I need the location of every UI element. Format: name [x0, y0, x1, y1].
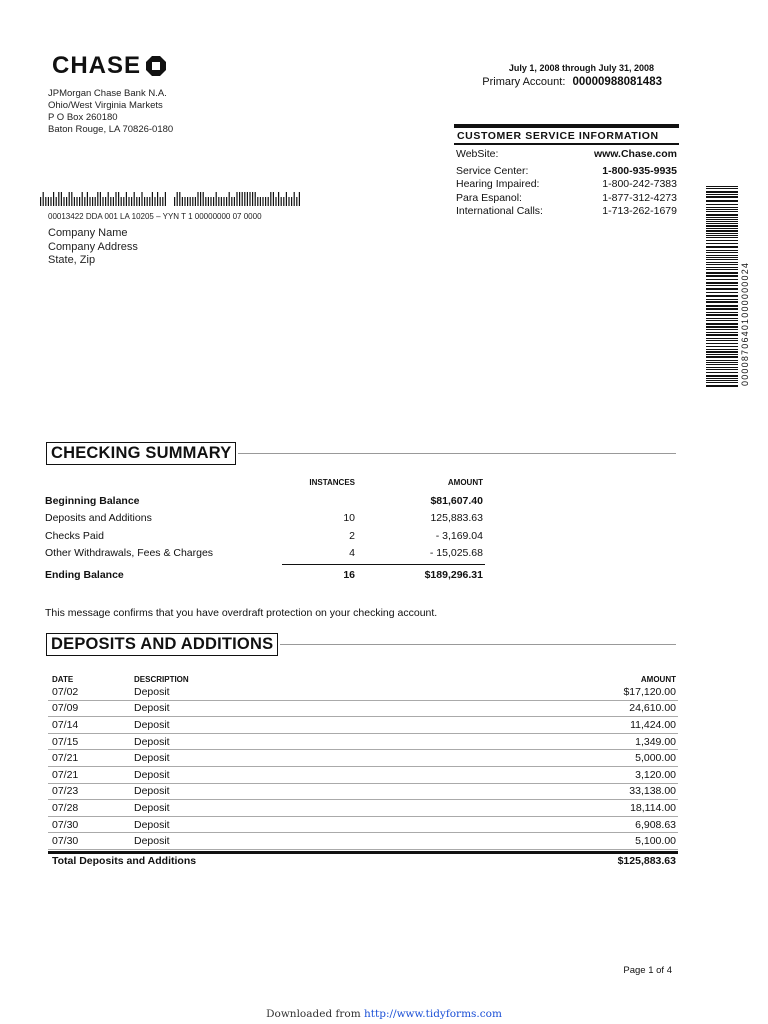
row-date: 07/30 [52, 835, 79, 848]
summary-row-deposits [45, 510, 490, 528]
postal-barcode [40, 192, 302, 213]
deposits-title: DEPOSITS AND ADDITIONS [46, 633, 278, 656]
row-amount: 18,114.00 [630, 801, 676, 814]
col-date: DATE [52, 675, 74, 684]
download-footer [0, 1008, 768, 1020]
row-description: Deposit [134, 768, 170, 781]
cs-row-para-espanol [454, 192, 679, 206]
row-amount: 24,610.00 [629, 702, 676, 715]
total-label: Total Deposits and Additions [52, 854, 197, 867]
checking-summary-title: CHECKING SUMMARY [46, 442, 236, 465]
summary-label: Deposits and Additions [45, 512, 152, 525]
deposits-rows [48, 684, 678, 850]
chase-octagon-icon [145, 55, 167, 77]
row-date: 07/15 [52, 735, 79, 748]
mailing-code: 00013422 DDA 001 LA 10205 – YYN T 1 00000000 07 0000 [48, 212, 262, 221]
row-amount: 5,000.00 [635, 752, 676, 765]
statement-period: July 1, 2008 through July 31, 2008 [508, 63, 654, 73]
vertical-barcode [706, 186, 750, 393]
cs-label: International Calls: [456, 205, 543, 217]
summary-amount: $189,296.31 [424, 568, 483, 581]
summary-amount: 125,883.63 [430, 512, 483, 525]
checking-summary-heading [46, 442, 676, 465]
row-description: Deposit [134, 801, 170, 814]
summary-row-beginning-balance [45, 492, 490, 510]
table-row [48, 684, 678, 701]
row-amount: 11,424.00 [630, 718, 676, 731]
cs-website-link[interactable]: www.Chase.com [593, 148, 677, 160]
cs-row-international [454, 205, 679, 219]
summary-row-checks-paid [45, 527, 490, 545]
row-description: Deposit [134, 835, 170, 848]
cs-label: Hearing Impaired: [456, 178, 540, 190]
summary-instances: 4 [349, 547, 355, 560]
row-description: Deposit [134, 718, 170, 731]
bank-address [48, 88, 173, 136]
summary-instances: 16 [343, 568, 355, 581]
summary-amount: $81,607.40 [430, 494, 483, 507]
row-amount: 6,908.63 [635, 818, 676, 831]
row-amount: 1,349.00 [635, 735, 676, 748]
cs-value: 1-800-242-7383 [602, 178, 677, 190]
summary-label: Beginning Balance [45, 494, 140, 507]
summary-amount: - 15,025.68 [429, 547, 483, 560]
total-amount: $125,883.63 [617, 854, 676, 867]
table-row [48, 817, 678, 834]
cs-value: 1-713-262-1679 [602, 205, 677, 217]
page-number: Page 1 of 4 [623, 965, 672, 976]
cs-label: Para Espanol: [456, 191, 522, 204]
cs-value: 1-877-312-4273 [602, 191, 677, 204]
summary-label: Ending Balance [45, 568, 124, 581]
summary-row-other-withdrawals [45, 545, 490, 563]
table-row [48, 717, 678, 734]
bank-market: Ohio/West Virginia Markets [48, 100, 163, 111]
heading-rule [238, 453, 676, 454]
recipient-city: State, Zip [48, 254, 96, 266]
row-description: Deposit [134, 702, 170, 715]
row-description: Deposit [134, 752, 170, 765]
primary-account [454, 76, 662, 88]
table-row [48, 750, 678, 767]
checking-summary-table [45, 478, 490, 584]
footer-link[interactable]: http://www.tidyforms.com [364, 1008, 502, 1020]
deposits-total-row [48, 851, 678, 868]
primary-account-label: Primary Account: [482, 76, 566, 88]
bank-po-box: P O Box 260180 [48, 112, 118, 123]
row-amount: 5,100.00 [635, 835, 676, 848]
cs-label: Service Center: [456, 164, 529, 177]
summary-instances: 2 [349, 529, 355, 542]
footer-prefix: Downloaded from [266, 1008, 361, 1020]
bank-city: Baton Rouge, LA 70826-0180 [48, 124, 174, 135]
recipient-address [48, 227, 138, 268]
cs-row-service-center [454, 165, 679, 179]
cs-row-hearing-impaired [454, 178, 679, 192]
customer-service-title: CUSTOMER SERVICE INFORMATION [454, 124, 679, 145]
summary-label: Other Withdrawals, Fees & Charges [45, 547, 214, 560]
col-description: DESCRIPTION [134, 675, 189, 684]
table-row [48, 800, 678, 817]
cs-row-website [454, 148, 679, 162]
primary-account-number: 00000988081483 [572, 76, 662, 88]
row-date: 07/14 [52, 718, 79, 731]
row-amount: 3,120.00 [635, 768, 676, 781]
table-row [48, 767, 678, 784]
bank-name: JPMorgan Chase Bank N.A. [48, 88, 167, 99]
logo-wordmark: CHASE [52, 52, 142, 79]
deposits-table [48, 672, 678, 868]
vertical-barcode-text: 00008706401000000024 [740, 261, 750, 386]
heading-rule [280, 644, 676, 645]
row-description: Deposit [134, 818, 170, 831]
row-amount: 33,138.00 [629, 785, 676, 798]
cs-value: 1-800-935-9935 [602, 164, 677, 177]
deposits-heading [46, 633, 676, 656]
table-row [48, 701, 678, 718]
col-amount: AMOUNT [640, 675, 676, 684]
summary-amount: - 3,169.04 [435, 529, 483, 542]
table-row [48, 833, 678, 850]
customer-service-box [454, 124, 679, 219]
summary-header [45, 478, 490, 492]
row-amount: $17,120.00 [623, 685, 676, 698]
summary-instances: 10 [343, 512, 355, 525]
summary-label: Checks Paid [45, 529, 104, 542]
row-date: 07/02 [52, 685, 79, 698]
row-description: Deposit [134, 735, 170, 748]
chase-logo [52, 52, 167, 80]
recipient-name: Company Name [48, 227, 128, 239]
table-row [48, 734, 678, 751]
row-date: 07/21 [52, 768, 79, 781]
deposits-header [48, 672, 678, 684]
overdraft-message: This message confirms that you have overdraft protection on your checking account. [45, 607, 438, 619]
recipient-street: Company Address [48, 240, 138, 253]
row-description: Deposit [134, 785, 170, 798]
row-date: 07/23 [52, 785, 79, 798]
table-row [48, 784, 678, 801]
cs-label: WebSite: [456, 148, 499, 160]
col-instances: INSTANCES [309, 478, 355, 487]
row-date: 07/28 [52, 801, 79, 814]
summary-rule [282, 564, 485, 565]
summary-row-ending-balance [45, 566, 490, 584]
row-date: 07/09 [52, 702, 79, 715]
row-date: 07/30 [52, 818, 79, 831]
col-amount: AMOUNT [447, 478, 483, 487]
row-date: 07/21 [52, 752, 79, 765]
row-description: Deposit [134, 685, 170, 698]
